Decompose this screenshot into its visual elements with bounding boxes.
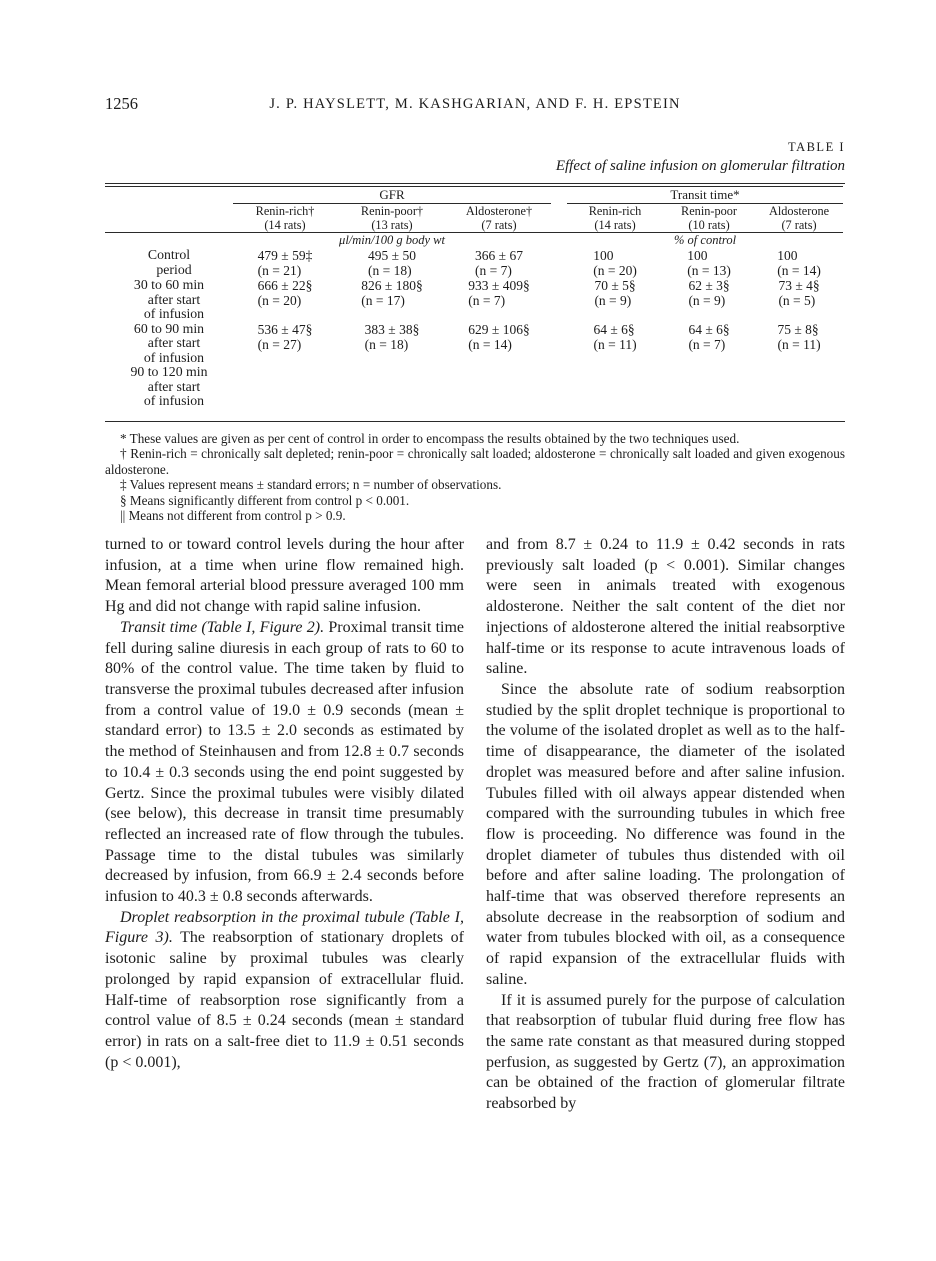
column-group-transit: Transit time* <box>567 187 843 204</box>
paragraph: Transit time (Table I, Figure 2). Proximal transit time fell during saline diuresis in each group of rats to 60 to 80% of the control value. The time taken by fluid to transverse the proximal tubules decreased after infusion from a control value of 19.0 ± 0.9 seconds (mean ± standard error) to 13.5 ± 2.0 seconds as estimated by the method of Steinhausen and from 12.8 ± 0.7 seconds to 10.4 ± 0.3 seconds using the end point suggested by Gertz. Since the proximal tubules were visibly dilated (see below), this decrease in transit time presumably reflected an increased rate of flow through the tubules. Passage time to the distal tubules was similarly decreased by infusion, from 66.9 ± 2.4 seconds before infusion to 40.3 ± 0.8 seconds afterwards. <box>105 618 465 906</box>
spacer-cell <box>551 204 567 233</box>
spacer-cell <box>551 322 567 366</box>
paragraph: Droplet reabsorption in the proximal tubule (Table I, Figure 3). The reabsorption of stationary droplets of isotonic saline by proximal tubules was clearly prolonged by rapid expansion of extracellular fluid. Half-time of reabsorption rose significantly from a control value of 8.5 ± 0.24 seconds (mean ± standard error) in rats on a salt-free diet to 11.9 ± 0.51 seconds (p < 0.001), <box>105 908 465 1071</box>
data-table <box>105 186 843 419</box>
data-cell: 100 (n = 20) <box>593 248 637 278</box>
spacer-cell <box>105 187 233 204</box>
paragraph: and from 8.7 ± 0.24 to 11.9 ± 0.42 seconds in rats previously salt loaded (p < 0.001). Similar changes were seen in animals treated with exogenous aldosterone. Neither the salt content of the diet nor injections of aldosterone altered the initial reabsorptive half-time or its response to acute intravenous loads of saline. <box>486 536 845 678</box>
data-cell: 383 ± 38§ (n = 18) <box>364 321 420 352</box>
data-cell: 62 ± 3§ (n = 9) <box>688 278 730 308</box>
table-caption: Effect of saline infusion on glomerular filtration <box>555 158 845 174</box>
column-n: (14 rats) <box>594 218 636 232</box>
data-cell: 100 (n = 13) <box>687 248 731 278</box>
data-cell: 100 (n = 14) <box>777 248 821 278</box>
table-label: TABLE I <box>787 140 845 154</box>
spacer-cell <box>551 248 567 278</box>
paragraph: turned to or toward control levels during the hour after infusion, at a time when urine flow remained high. Mean femoral arterial blood pressure averaged 100 mm Hg and did not change with rapid saline infusion. <box>105 536 464 616</box>
spacer-cell <box>551 233 567 249</box>
data-cell: 366 ± 67 (n = 7) <box>475 248 523 278</box>
page-header <box>105 0 845 118</box>
data-cell: 73 ± 4§ (n = 5) <box>778 278 820 308</box>
footnote: ‡ Values represent means ± standard errors; n = number of observations. <box>120 477 502 493</box>
row-label: 90 to 120 min after start of infusion <box>130 364 208 408</box>
data-table-wrapper <box>105 183 845 422</box>
column-header <box>567 204 663 233</box>
column-n: (14 rats) <box>264 218 306 232</box>
paragraph-lead: Droplet reabsorption in the proximal tubule (Table I, Figure 3). <box>105 908 464 947</box>
column-n: (7 rats) <box>481 218 517 232</box>
column-name: Renin-poor <box>681 204 738 218</box>
column-name: Aldosterone <box>768 204 830 218</box>
spacer-cell <box>105 233 233 249</box>
data-cell: 70 ± 5§ (n = 9) <box>594 278 636 308</box>
table-row <box>105 365 843 419</box>
data-cell: 629 ± 106§ (n = 14) <box>468 321 530 352</box>
body-text <box>105 535 845 1115</box>
column-header <box>447 204 551 233</box>
data-cell <box>663 365 755 419</box>
data-cell: 479 ± 59‡ (n = 21) <box>257 248 313 278</box>
paragraph: Since the absolute rate of sodium reabsorption studied by the split droplet technique is proportional to the volume of the isolated droplet as well as to the half-time of disappearance, the diameter of the isolated droplet was measured before and after saline infusion. Tubules filled with oil always appear distended when compared with the surrounding tubules in which free flow is proceeding. No difference was found in the droplet diameter of tubules thus distended with oil before and after saline loading. The prolongation of half-time that was observed therefore represents an absolute decrease in the reabsorption of sodium and water from tubules blocked with oil, as a consequence of rapid expansion of the extracellular fluids with saline. <box>486 680 845 988</box>
running-head: J. P. HAYSLETT, M. KASHGARIAN, AND F. H. EPSTEIN <box>269 96 681 112</box>
footnote: § Means significantly different from control p < 0.001. <box>120 492 410 508</box>
table-row <box>105 278 843 322</box>
footnote: * These values are given as per cent of control in order to encompass the results obtained by the two techniques used. <box>120 430 740 446</box>
data-cell: 933 ± 409§ (n = 7) <box>468 278 530 308</box>
data-cell: 64 ± 6§ (n = 11) <box>593 321 637 352</box>
data-cell <box>755 365 843 419</box>
data-cell: 64 ± 6§ (n = 7) <box>688 321 730 352</box>
column-n: (7 rats) <box>781 218 817 232</box>
table-footnotes <box>105 431 845 525</box>
data-cell <box>233 365 337 419</box>
column-header <box>663 204 755 233</box>
table-row <box>105 248 843 278</box>
column-name: Aldosterone† <box>465 204 533 218</box>
spacer-cell <box>551 278 567 322</box>
column-header-row <box>105 204 843 233</box>
spacer-cell <box>105 204 233 233</box>
column-header <box>233 204 337 233</box>
row-label: Control period <box>147 247 192 277</box>
body-right-column <box>486 535 845 1115</box>
data-cell <box>447 365 551 419</box>
transit-units: % of control <box>674 233 737 247</box>
footnote: † Renin-rich = chronically salt depleted; renin-poor = chronically salt loaded; aldosterone = chronically salt loaded and given exogenous aldosterone. <box>105 446 845 477</box>
column-header <box>337 204 447 233</box>
page <box>105 0 845 1115</box>
row-label: 60 to 90 min after start of infusion <box>133 320 205 365</box>
column-n: (13 rats) <box>371 218 413 232</box>
gfr-units: μl/min/100 g body wt <box>339 233 445 247</box>
footnote: || Means not different from control p > 0.9. <box>120 508 346 524</box>
column-n: (10 rats) <box>688 218 730 232</box>
data-cell <box>337 365 447 419</box>
data-cell: 75 ± 8§ (n = 11) <box>777 321 821 352</box>
column-group-gfr: GFR <box>233 187 551 204</box>
table-row <box>105 322 843 366</box>
row-label: 30 to 60 min after start of infusion <box>133 277 205 321</box>
paragraph-lead: Transit time (Table I, Figure 2). <box>120 618 325 636</box>
data-cell <box>567 365 663 419</box>
data-cell: 666 ± 22§ (n = 20) <box>257 278 313 308</box>
spacer-cell <box>551 187 567 204</box>
column-group-row <box>105 187 843 204</box>
column-name: Renin-poor† <box>360 204 424 218</box>
page-number: 1256 <box>105 94 138 113</box>
data-cell: 495 ± 50 (n = 18) <box>368 248 416 278</box>
column-name: Renin-rich† <box>255 204 315 218</box>
body-left-column <box>105 535 464 1115</box>
units-row <box>105 233 843 249</box>
data-cell: 536 ± 47§ (n = 27) <box>257 321 313 352</box>
data-cell: 826 ± 180§ (n = 17) <box>361 278 423 308</box>
column-header <box>755 204 843 233</box>
spacer-cell <box>551 365 567 419</box>
column-name: Renin-rich <box>588 204 642 218</box>
paragraph: If it is assumed purely for the purpose of calculation that reabsorption of tubular fluid during free flow has the same rate constant as that measured during stopped perfusion, as suggested by Gertz (7), an approximation can be obtained of the fraction of glomerular filtrate reabsorbed by <box>486 991 845 1113</box>
